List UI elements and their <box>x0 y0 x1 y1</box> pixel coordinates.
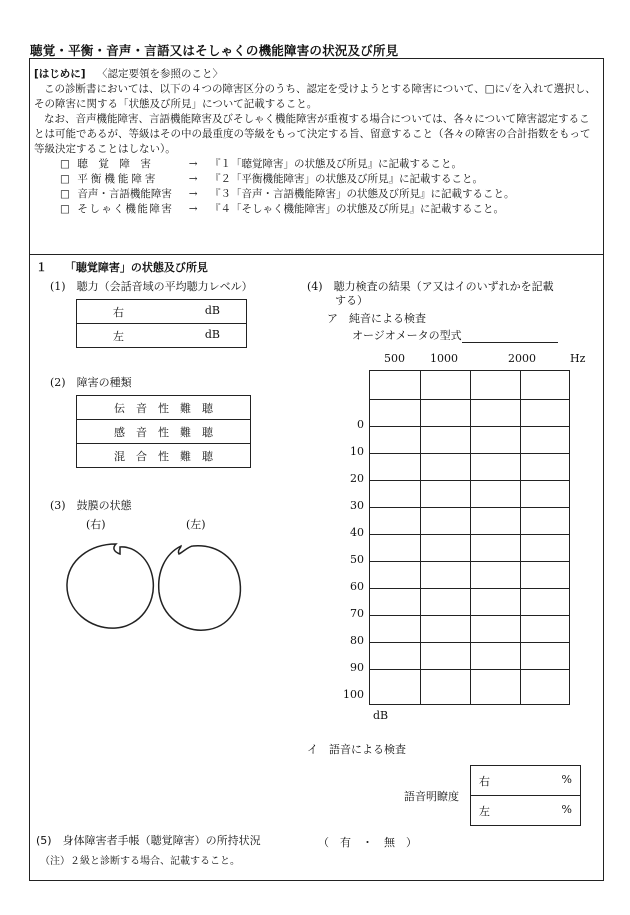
disorder-sensorineural[interactable]: 感 音 性 難 聴 <box>77 420 251 444</box>
db-tick-label: 30 <box>350 499 364 512</box>
audiogram-grid[interactable] <box>369 370 570 705</box>
table-row <box>471 796 581 826</box>
side-label: 右 <box>113 305 124 319</box>
grid-hline <box>370 399 569 400</box>
handbook-choice[interactable]: （ 有 ・ 無 ） <box>318 836 417 849</box>
intro-heading-note: 〈認定要領を参照のこと〉 <box>96 68 223 80</box>
option-instruction: 『３「音声・言語機能障害」の状態及び所見』に記載すること。 <box>210 188 515 200</box>
speech-left-cell[interactable] <box>471 796 581 826</box>
option-instruction: 『２「平衡機能障害」の状態及び所見』に記載すること。 <box>210 173 484 185</box>
grid-hline <box>370 561 569 562</box>
table-row <box>77 444 251 468</box>
grid-hline <box>370 588 569 589</box>
freq-label-1000: 1000 <box>430 352 458 365</box>
arrow-icon: → <box>188 188 198 200</box>
unit-label: % <box>561 802 572 816</box>
hearing-level-table <box>76 299 247 348</box>
hearing-right-cell[interactable] <box>77 300 247 324</box>
option-name: 音声・言語機能障害 <box>77 188 172 200</box>
option-hearing[interactable] <box>34 157 599 172</box>
arrow-icon: → <box>188 158 198 170</box>
eardrum-right-drawing[interactable] <box>60 538 160 638</box>
checkbox-icon[interactable]: □ <box>60 203 70 215</box>
db-unit-label: dB <box>373 709 389 722</box>
pure-tone-label: ア 純音による検査 <box>327 312 426 325</box>
handbook-label: (5) 身体障害者手帳（聴覚障害）の所持状況 <box>36 834 261 847</box>
freq-unit-label: Hz <box>570 352 586 365</box>
intro-para-1: この診断書においては、以下の４つの障害区分のうち、認定を受けようとする障害について、□に✓を入れて選択し、その障害に関する「状態及び所見」について記載すること。 <box>34 83 596 110</box>
db-tick-label: 50 <box>350 553 364 566</box>
grid-hline <box>370 480 569 481</box>
side-label: 左 <box>113 329 124 343</box>
db-tick-label: 40 <box>350 526 364 539</box>
eardrum-left-drawing[interactable] <box>155 540 245 636</box>
grid-vline <box>420 371 421 704</box>
db-tick-label: 20 <box>350 472 364 485</box>
unit-label: dB <box>204 303 220 317</box>
option-name: そしゃく機能障害 <box>77 203 174 215</box>
handbook-note: （注）２級と診断する場合、記載すること。 <box>40 856 240 867</box>
intro-block <box>34 67 599 217</box>
section-title: 「聴覚障害」の状態及び所見 <box>64 261 208 274</box>
hearing-label: (1) 聴力（会話音域の平均聴力レベル） <box>50 280 253 293</box>
intro-heading: [はじめに] <box>34 68 86 80</box>
disorder-type-table <box>76 395 251 468</box>
grid-hline <box>370 426 569 427</box>
db-tick-label: 100 <box>343 688 364 701</box>
grid-hline <box>370 642 569 643</box>
grid-hline <box>370 669 569 670</box>
table-row <box>471 766 581 796</box>
freq-label-2000: 2000 <box>508 352 536 365</box>
section-number: １ <box>36 261 47 274</box>
option-name: 平衡機能障害 <box>77 173 159 185</box>
speech-test-label: イ 語音による検査 <box>307 743 406 756</box>
option-instruction: 『４「そしゃく機能障害」の状態及び所見』に記載すること。 <box>210 203 505 215</box>
speech-clarity-table <box>470 765 581 826</box>
audiometer-type-row <box>352 327 558 343</box>
db-tick-label: 80 <box>350 634 364 647</box>
grid-hline <box>370 507 569 508</box>
db-tick-label: 0 <box>357 418 364 431</box>
db-tick-label: 10 <box>350 445 364 458</box>
speech-clarity-label: 語音明瞭度 <box>404 790 459 803</box>
grid-hline <box>370 615 569 616</box>
disorder-mixed[interactable]: 混 合 性 難 聴 <box>77 444 251 468</box>
grid-vline <box>520 371 521 704</box>
disorder-conductive[interactable]: 伝 音 性 難 聴 <box>77 396 251 420</box>
grid-hline <box>370 453 569 454</box>
section-1-heading <box>36 259 208 275</box>
audiometer-type-label: オージオメータの型式 <box>352 329 462 342</box>
option-chewing[interactable] <box>34 202 599 217</box>
hearing-left-cell[interactable] <box>77 324 247 348</box>
freq-label-500: 500 <box>384 352 405 365</box>
eardrum-label: (3) 鼓膜の状態 <box>50 499 132 512</box>
table-row <box>77 420 251 444</box>
option-name: 聴 覚 障 害 <box>77 158 151 170</box>
intro-para-2: なお、音声機能障害、言語機能障害及びそしゃく機能障害が重複する場合については、各々について障害認定することは可能であるが、等級はその中の最重度の等級をもって決定する旨、留意すること（各々の障害の合計指数をもって等級決定することはしない）。 <box>34 113 591 155</box>
unit-label: dB <box>204 327 220 341</box>
checkbox-icon[interactable]: □ <box>60 158 70 170</box>
eardrum-left-label: (左) <box>186 518 206 531</box>
unit-label: % <box>561 772 572 786</box>
arrow-icon: → <box>188 173 198 185</box>
disorder-type-label: (2) 障害の種類 <box>50 376 132 389</box>
grid-hline <box>370 534 569 535</box>
arrow-icon: → <box>188 203 198 215</box>
checkbox-icon[interactable]: □ <box>60 188 70 200</box>
table-row <box>77 300 247 324</box>
db-tick-label: 70 <box>350 607 364 620</box>
side-label: 左 <box>479 804 490 818</box>
page-title: 聴覚・平衡・音声・言語又はそしゃくの機能障害の状況及び所見 <box>30 43 399 58</box>
table-row <box>77 396 251 420</box>
grid-vline <box>470 371 471 704</box>
option-speech[interactable] <box>34 187 599 202</box>
speech-right-cell[interactable] <box>471 766 581 796</box>
audiometer-type-field[interactable] <box>462 331 558 343</box>
checkbox-icon[interactable]: □ <box>60 173 70 185</box>
test-results-label-2: する） <box>335 294 368 307</box>
table-row <box>77 324 247 348</box>
option-balance[interactable] <box>34 172 599 187</box>
eardrum-right-label: (右) <box>86 518 106 531</box>
side-label: 右 <box>479 774 490 788</box>
db-tick-label: 90 <box>350 661 364 674</box>
option-instruction: 『１「聴覚障害」の状態及び所見』に記載すること。 <box>210 158 463 170</box>
test-results-label-1: (4) 聴力検査の結果（ア又はイのいずれかを記載 <box>307 280 554 293</box>
db-tick-label: 60 <box>350 580 364 593</box>
section-divider <box>29 254 604 255</box>
